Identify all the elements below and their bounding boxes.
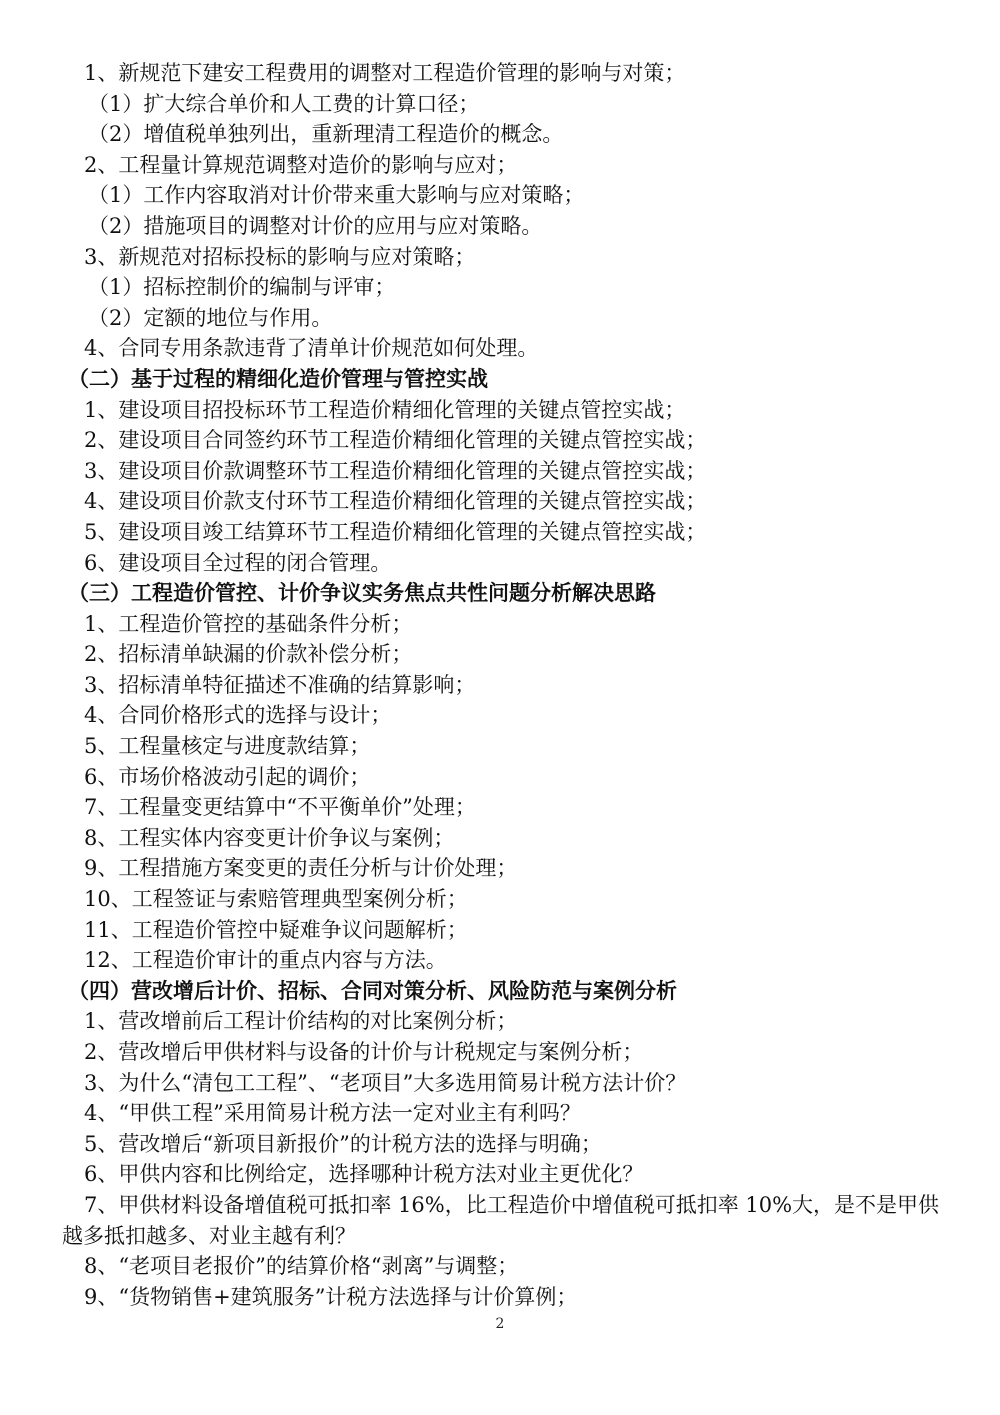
list-item: 4、建设项目价款支付环节工程造价精细化管理的关键点管控实战； xyxy=(84,489,707,514)
list-item: 11、工程造价管控中疑难争议问题解析； xyxy=(84,917,468,942)
list-item: 8、工程实体内容变更计价争议与案例； xyxy=(84,825,455,850)
list-item: 10、工程签证与索赔管理典型案例分析； xyxy=(84,887,468,912)
sub-item: （1）扩大综合单价和人工费的计算口径； xyxy=(88,91,480,116)
list-item: 6、市场价格波动引起的调价； xyxy=(84,764,371,789)
list-item: 7、工程量变更结算中“不平衡单价”处理； xyxy=(84,795,476,820)
list-item: 2、营改增后甲供材料与设备的计价与计税规定与案例分析； xyxy=(84,1040,644,1064)
list-item: 3、为什么“清包工工程”、“老项目”大多选用简易计税方法计价？ xyxy=(84,1070,687,1095)
list-item-wrapped: 7、甲供材料设备增值税可抵扣率 16%，比工程造价中增值税可抵扣率 10%大，是不是甲供越多抵扣越多、对业主越有利？ xyxy=(62,1192,940,1248)
section-heading: （四）营改增后计价、招标、合同对策分析、风险防范与案例分析 xyxy=(68,977,677,1003)
sub-item: （1）工作内容取消对计价带来重大影响与应对策略； xyxy=(88,183,585,208)
list-item: 3、招标清单特征描述不准确的结算影响； xyxy=(84,672,476,697)
list-item: 2、招标清单缺漏的价款补偿分析； xyxy=(84,642,413,667)
list-item: 1、工程造价管控的基础条件分析； xyxy=(84,611,413,636)
sub-item: （2）定额的地位与作用。 xyxy=(88,305,333,330)
list-item: 9、工程措施方案变更的责任分析与计价处理； xyxy=(84,856,518,881)
list-item: 5、建设项目竣工结算环节工程造价精细化管理的关键点管控实战； xyxy=(84,519,707,544)
list-item: 3、建设项目价款调整环节工程造价精细化管理的关键点管控实战； xyxy=(84,458,707,483)
page-number: 2 xyxy=(495,1316,505,1332)
list-item: 4、“甲供工程”采用简易计税方法一定对业主有利吗？ xyxy=(84,1101,581,1126)
list-item: 1、新规范下建安工程费用的调整对工程造价管理的影响与对策； xyxy=(84,61,686,85)
list-item: 6、建设项目全过程的闭合管理。 xyxy=(84,550,392,575)
list-item: 6、甲供内容和比例给定，选择哪种计税方法对业主更优化？ xyxy=(84,1162,644,1187)
section-heading: （二）基于过程的精细化造价管理与管控实战 xyxy=(68,365,488,391)
list-item: 9、“货物销售+建筑服务”计税方法选择与计价算例； xyxy=(84,1284,578,1309)
list-item: 2、工程量计算规范调整对造价的影响与应对； xyxy=(84,152,518,177)
list-item: 3、新规范对招标投标的影响与应对策略； xyxy=(84,244,476,269)
list-item: 4、合同专用条款违背了清单计价规范如何处理。 xyxy=(84,336,539,361)
list-item: 8、“老项目老报价”的结算价格“剥离”与调整； xyxy=(84,1254,519,1279)
list-item: 5、营改增后“新项目新报价”的计税方法的选择与明确； xyxy=(84,1131,602,1156)
list-item: 4、合同价格形式的选择与设计； xyxy=(84,703,392,728)
list-item: 12、工程造价审计的重点内容与方法。 xyxy=(84,948,447,973)
page-content xyxy=(62,58,942,1312)
list-item: 1、建设项目招投标环节工程造价精细化管理的关键点管控实战； xyxy=(84,397,686,422)
section-heading: （三）工程造价管控、计价争议实务焦点共性问题分析解决思路 xyxy=(68,580,656,606)
sub-item: （2）措施项目的调整对计价的应用与应对策略。 xyxy=(88,213,543,238)
list-item: 2、建设项目合同签约环节工程造价精细化管理的关键点管控实战； xyxy=(84,428,707,453)
list-item: 1、营改增前后工程计价结构的对比案例分析； xyxy=(84,1009,518,1034)
sub-item: （1）招标控制价的编制与评审； xyxy=(88,275,396,300)
list-item: 5、工程量核定与进度款结算； xyxy=(84,734,371,759)
sub-item: （2）增值税单独列出，重新理清工程造价的概念。 xyxy=(88,122,564,147)
